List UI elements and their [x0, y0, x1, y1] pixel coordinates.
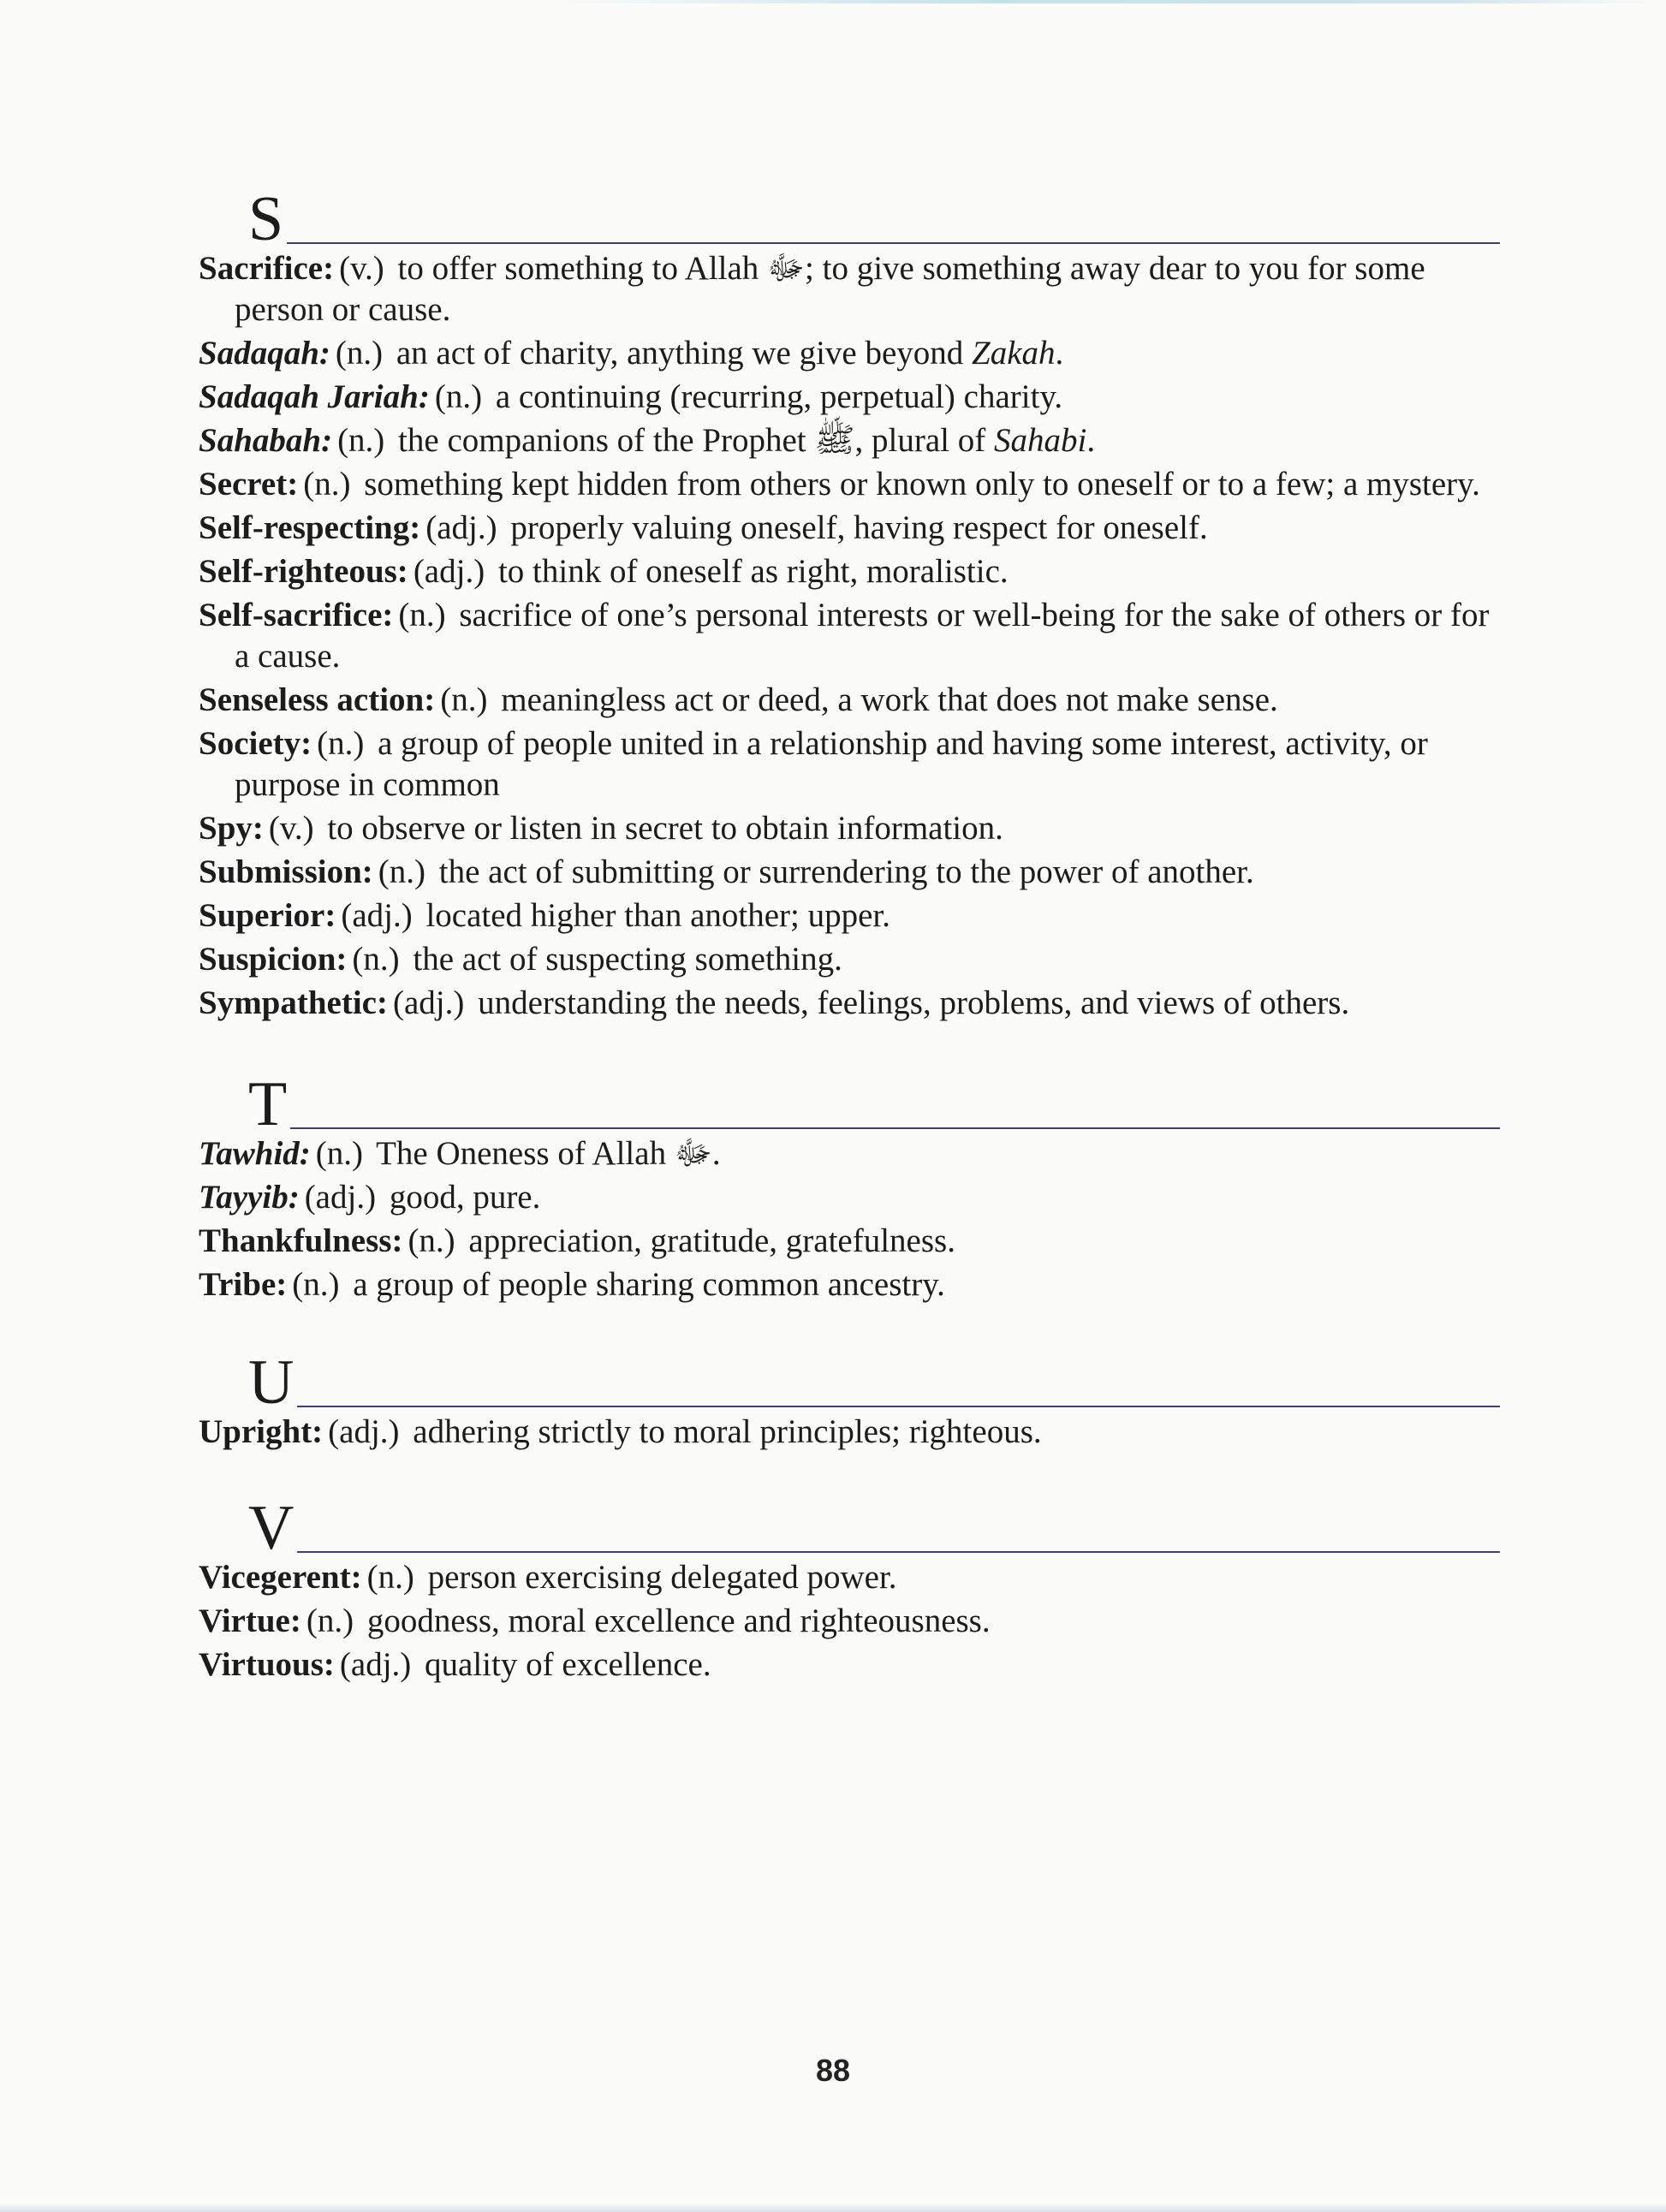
entry-definition-italic: Sahabi: [993, 422, 1087, 459]
entry-term: Spy:: [199, 810, 264, 847]
entry-term: Tribe:: [199, 1266, 288, 1303]
entry-pos: (v.): [339, 250, 384, 287]
section-s: [199, 175, 1500, 1024]
glossary-entry: [199, 333, 1500, 374]
glossary-entry: [199, 377, 1500, 418]
entry-term: Sadaqah:: [199, 335, 330, 372]
glossary-entry: [199, 1601, 1500, 1642]
section-rule: [297, 1406, 1500, 1407]
entry-definition: sacrifice of one’s personal interests or well-being for the sake of others or for a cause.: [235, 597, 1490, 675]
entry-definition: to observe or listen in secret to obtain information.: [327, 810, 1003, 847]
section-spacer: [199, 1455, 1500, 1484]
glossary-entry: [199, 983, 1500, 1024]
section-rule: [297, 1551, 1500, 1553]
section-letter: T: [248, 1069, 288, 1139]
entry-term: Tawhid:: [199, 1135, 311, 1172]
section-header-v: [248, 1484, 1500, 1563]
entry-definition: quality of excellence.: [425, 1646, 711, 1683]
entry-term: Self-righteous:: [199, 553, 408, 590]
glossary-entry: [199, 723, 1500, 806]
entry-pos: (adj.): [339, 1646, 412, 1683]
entry-definition: a group of people united in a relationship and having some interest, activity, or purpose in common: [235, 725, 1428, 803]
entry-term: Virtuous:: [199, 1646, 335, 1683]
glossary-entry: [199, 895, 1500, 937]
entry-definition: meaningless act or deed, a work that does not make sense.: [501, 681, 1278, 718]
scan-bottom-edge: [0, 2203, 1666, 2212]
entry-term: Sacrifice:: [199, 250, 335, 287]
section-t: [199, 1061, 1500, 1305]
glossary-entry: [199, 1644, 1500, 1686]
entry-pos: (n.): [317, 725, 365, 762]
entry-definition: person exercising delegated power.: [427, 1559, 897, 1596]
entry-definition-end: .: [1086, 422, 1096, 459]
entry-definition: to offer something to Allah ﷻ; to give something away dear to you for some person or cause.: [235, 250, 1425, 328]
entry-pos: (n.): [408, 1222, 455, 1259]
section-header-t: [248, 1061, 1500, 1139]
entry-term: Senseless action:: [199, 681, 436, 718]
entry-term: Tayyib:: [199, 1179, 300, 1216]
entry-definition: the act of suspecting something.: [413, 941, 842, 978]
section-letter: S: [248, 184, 284, 254]
entry-definition-end: .: [1055, 335, 1064, 372]
entry-pos: (adj.): [392, 984, 465, 1021]
entry-pos: (n.): [306, 1603, 354, 1639]
entry-definition: properly valuing oneself, having respect for oneself.: [510, 509, 1208, 546]
glossary-entry: [199, 551, 1500, 592]
section-v: [199, 1484, 1500, 1686]
entry-definition: an act of charity, anything we give beyond: [396, 335, 973, 372]
glossary-entry: [199, 680, 1500, 721]
entry-definition: a group of people sharing common ancestry.: [353, 1266, 945, 1303]
entry-pos: (n.): [303, 466, 351, 502]
section-rule: [290, 1127, 1500, 1129]
entry-definition: the act of submitting or surrendering to the power of another.: [438, 853, 1254, 890]
glossary-entry: [199, 1221, 1500, 1262]
section-spacer: [199, 1308, 1500, 1339]
glossary-entry: [199, 1177, 1500, 1218]
entry-term: Submission:: [199, 853, 373, 890]
entry-term: Thankfulness:: [199, 1222, 403, 1259]
glossary-entry: [199, 508, 1500, 549]
glossary-entry: [199, 1264, 1500, 1305]
glossary-entry: [199, 595, 1500, 677]
entry-definition: something kept hidden from others or known only to oneself or to a few; a mystery.: [364, 466, 1480, 502]
entry-pos: (n.): [398, 597, 446, 633]
entry-definition-italic: Zakah: [972, 335, 1056, 372]
glossary-entry: [199, 420, 1500, 461]
entry-pos: (adj.): [304, 1179, 377, 1216]
entry-term: Vicegerent:: [199, 1559, 362, 1596]
entry-pos: (adj.): [413, 553, 485, 590]
section-header-s: [248, 175, 1500, 254]
glossary-entry: [199, 464, 1500, 505]
entry-term: Superior:: [199, 897, 336, 934]
section-u: [199, 1339, 1500, 1453]
entry-term: Self-sacrifice:: [199, 597, 394, 633]
glossary-entry: [199, 808, 1500, 849]
page-number: 88: [815, 2053, 851, 2088]
glossary-entry: [199, 1557, 1500, 1598]
entry-definition: a continuing (recurring, perpetual) charity.: [495, 378, 1063, 415]
section-letter: U: [248, 1347, 295, 1418]
entry-definition: understanding the needs, feelings, problems, and views of others.: [478, 984, 1350, 1021]
entry-pos: (n.): [315, 1135, 364, 1172]
entry-pos: (adj.): [328, 1413, 400, 1450]
entry-term: Suspicion:: [199, 941, 348, 978]
glossary-entry: [199, 939, 1500, 980]
entry-term: Society:: [199, 725, 312, 762]
entry-pos: (n.): [434, 378, 483, 415]
entry-pos: (n.): [440, 681, 488, 718]
entry-term: Virtue:: [199, 1603, 301, 1639]
entry-pos: (n.): [366, 1559, 414, 1596]
glossary-entry: [199, 1412, 1500, 1453]
entry-definition: the companions of the Prophet ﷺ, plural of: [398, 422, 994, 459]
scan-edge-tint: [548, 0, 1661, 3]
entry-pos: (n.): [337, 422, 385, 459]
entry-pos: (n.): [335, 335, 384, 372]
entry-definition: located higher than another; upper.: [425, 897, 891, 934]
glossary-entry: [199, 852, 1500, 893]
entry-pos: (adj.): [341, 897, 413, 934]
section-spacer: [199, 1026, 1500, 1061]
entry-term: Sympathetic:: [199, 984, 388, 1021]
entry-pos: (adj.): [425, 509, 497, 546]
entry-definition: adhering strictly to moral principles; righteous.: [413, 1413, 1042, 1450]
entry-definition: to think of oneself as right, moralistic.: [497, 553, 1009, 590]
glossary-entry: [199, 248, 1500, 330]
entry-term: Secret:: [199, 466, 299, 502]
section-letter: V: [248, 1493, 295, 1563]
entry-definition: good, pure.: [389, 1179, 541, 1216]
section-header-u: [248, 1339, 1500, 1418]
section-rule: [287, 242, 1500, 244]
entry-definition: goodness, moral excellence and righteousness.: [366, 1603, 991, 1639]
entry-definition: appreciation, gratitude, gratefulness.: [468, 1222, 955, 1259]
entry-pos: (n.): [352, 941, 400, 978]
entry-term: Sadaqah Jariah:: [199, 378, 430, 415]
entry-term: Self-respecting:: [199, 509, 421, 546]
entry-term: Sahabah:: [199, 422, 333, 459]
entry-pos: (n.): [292, 1266, 340, 1303]
entry-term: Upright:: [199, 1413, 324, 1450]
glossary-entry: [199, 1133, 1500, 1174]
entry-pos: (v.): [268, 810, 314, 847]
glossary-page: [199, 175, 1500, 1688]
entry-pos: (n.): [378, 853, 425, 890]
entry-definition: The Oneness of Allah ﷻ.: [376, 1135, 721, 1172]
